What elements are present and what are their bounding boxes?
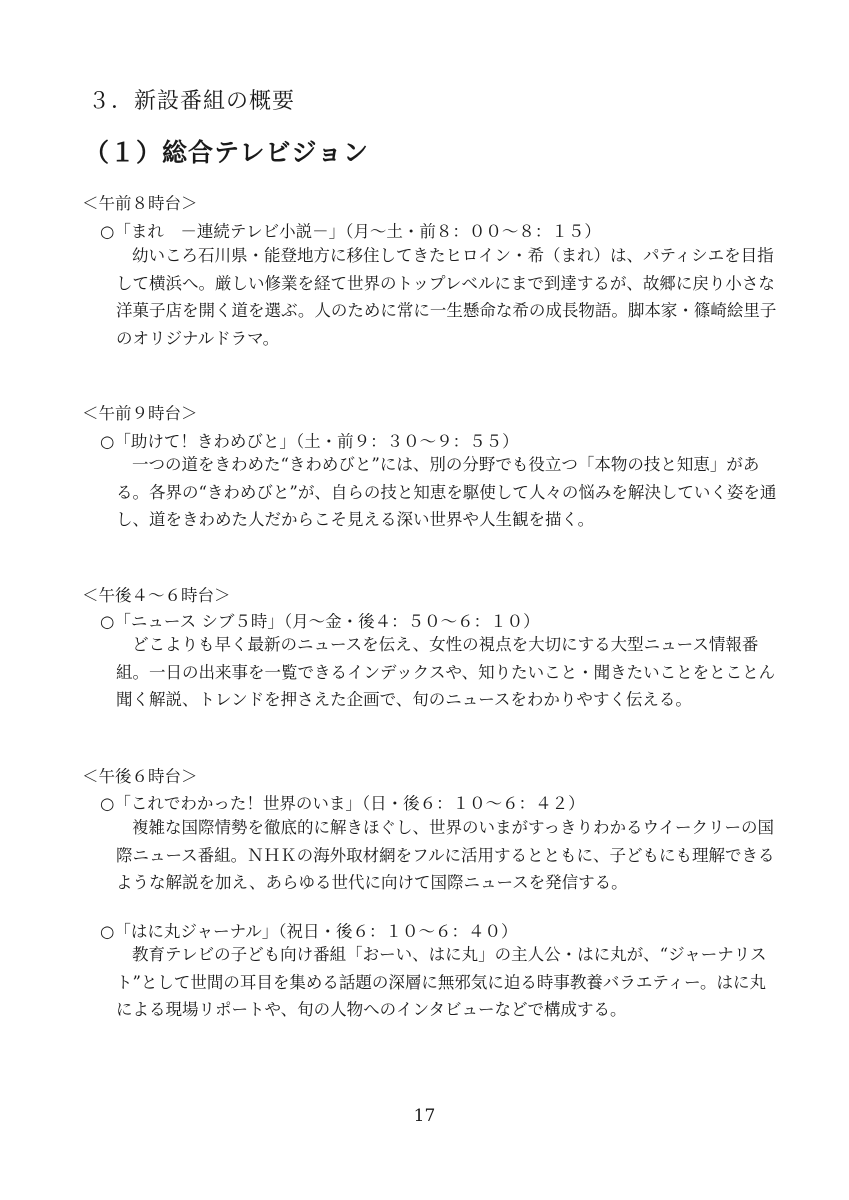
program-description: 複雑な国際情勢を徹底的に解きほぐし、世界のいまがすっきりわかるウイークリーの国際ニュース番組。ＮＨＫの海外取材網をフルに活用するとともに、子どもにも理解できるような解説を加え、あらゆる世代に向けて国際ニュースを発信する。	[116, 818, 775, 892]
timeslot-heading: ＜午前９時台＞	[82, 404, 198, 423]
timeslot-heading: ＜午後４～６時台＞	[82, 586, 231, 605]
section-title: （１）総合テレビジョン	[84, 138, 370, 167]
program-description: 一つの道をきわめた“きわめびと”には、別の分野でも役立つ「本物の技と知恵」がある。各界の“きわめびと”が、自らの技と知恵を駆使して人々の悩みを解決していく姿を通し、道をきわめた人だからこそ見える深い世界や人生観を描く。	[116, 455, 777, 529]
program-description: どこよりも早く最新のニュースを伝え、女性の視点を大切にする大型ニュース情報番組。一日の出来事を一覧できるインデックスや、知りたいこと・聞きたいことをとことん聞く解説、トレンドを押さえた企画で、旬のニュースをわかりやすく伝える。	[116, 635, 776, 709]
program-title: ○「これでわかった！世界のいま」（日・後６：１０～６：４２）	[100, 794, 585, 813]
program-description: 幼いころ石川県・能登地方に移住してきたヒロイン・希（まれ）は、パティシエを目指して横浜へ。厳しい修業を経て世界のトップレベルにまで到達するが、故郷に戻り小さな洋菓子店を開く道を選ぶ。人のために常に一生懸命な希の成長物語。脚本家・篠崎絵里子のオリジナルドラマ。	[116, 246, 777, 348]
timeslot-heading: ＜午前８時台＞	[82, 194, 198, 213]
program-title: ○「助けて！きわめびと」（土・前９：３０～９：５５）	[100, 432, 519, 451]
program-title: ○「はに丸ジャーナル」（祝日・後６：１０～６：４０）	[100, 922, 518, 941]
page-number: 17	[413, 1106, 436, 1126]
program-description: 教育テレビの子ども向け番組「おーい、はに丸」の主人公・はに丸が、“ジャーナリスト”として世間の耳目を集める話題の深層に無邪気に迫る時事教養バラエティー。はに丸による現場リポートや、旬の人物へのインタビューなどで構成する。	[116, 945, 767, 1019]
page-title: ３．新設番組の概要	[88, 89, 296, 114]
timeslot-heading: ＜午後６時台＞	[82, 767, 198, 786]
program-title: ○「ニュース シブ５時」（月～金・後４：５０～６：１０）	[100, 612, 540, 631]
program-title: ○「まれ －連続テレビ小説－」（月～土・前８：００～８：１５）	[100, 222, 601, 241]
